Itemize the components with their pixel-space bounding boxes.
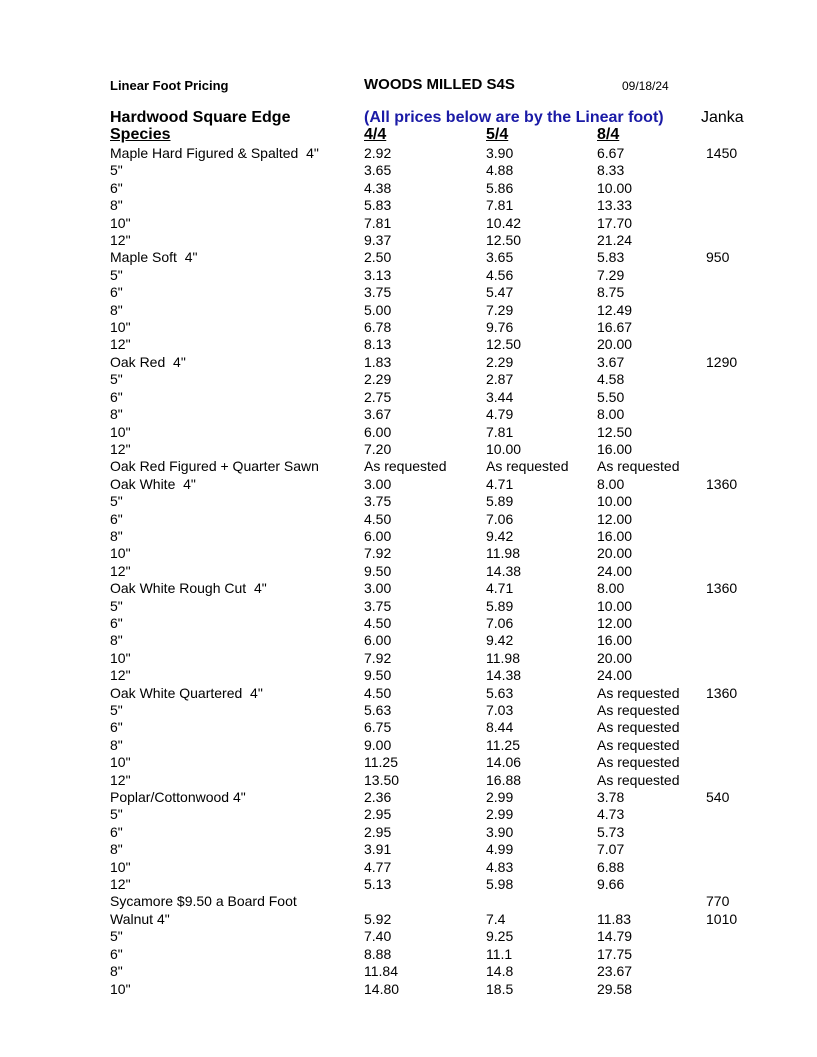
price-5-4-cell: 7.81 bbox=[486, 423, 514, 440]
species-cell: 12" bbox=[110, 562, 131, 579]
price-8-4-cell: 6.88 bbox=[597, 858, 625, 875]
price-4-4-cell: 3.91 bbox=[364, 841, 392, 858]
janka-cell: 770 bbox=[706, 893, 730, 910]
species-cell: 12" bbox=[110, 232, 131, 249]
price-5-4-cell: 9.42 bbox=[486, 632, 514, 649]
table-row bbox=[0, 563, 817, 580]
table-row bbox=[0, 598, 817, 615]
table-row bbox=[0, 336, 817, 353]
price-4-4-cell: 3.00 bbox=[364, 580, 392, 597]
price-4-4-cell: 6.78 bbox=[364, 319, 392, 336]
price-5-4-cell: 10.42 bbox=[486, 214, 522, 231]
species-cell: 12" bbox=[110, 336, 131, 353]
table-row bbox=[0, 406, 817, 423]
table-row bbox=[0, 893, 817, 910]
price-8-4-cell: 17.75 bbox=[597, 945, 633, 962]
species-cell: 6" bbox=[110, 510, 123, 527]
species-cell: 5" bbox=[110, 928, 123, 945]
species-cell: 12" bbox=[110, 440, 131, 457]
price-8-4-cell: 10.00 bbox=[597, 597, 633, 614]
table-row bbox=[0, 650, 817, 667]
price-4-4-cell: 2.75 bbox=[364, 388, 392, 405]
column-header-5-4: 5/4 bbox=[486, 126, 509, 143]
janka-cell: 1360 bbox=[706, 684, 738, 701]
price-5-4-cell: 2.29 bbox=[486, 353, 514, 370]
table-row bbox=[0, 824, 817, 841]
price-5-4-cell: 3.90 bbox=[486, 145, 514, 161]
price-8-4-cell: 11.83 bbox=[597, 910, 631, 927]
price-8-4-cell: 16.67 bbox=[597, 319, 633, 336]
price-5-4-cell: 10.00 bbox=[486, 440, 522, 457]
price-4-4-cell: 3.67 bbox=[364, 406, 392, 423]
species-cell: 10" bbox=[110, 754, 131, 771]
price-8-4-cell: 12.00 bbox=[597, 614, 633, 631]
table-row bbox=[0, 911, 817, 928]
species-cell: 6" bbox=[110, 945, 123, 962]
species-cell: 8" bbox=[110, 841, 123, 858]
price-5-4-cell: 12.50 bbox=[486, 336, 522, 353]
price-8-4-cell: 5.83 bbox=[597, 249, 625, 266]
price-4-4-cell: 4.50 bbox=[364, 614, 392, 631]
price-8-4-cell: 10.00 bbox=[597, 179, 633, 196]
species-cell: Maple Soft 4" bbox=[110, 249, 198, 266]
price-4-4-cell: 2.50 bbox=[364, 249, 392, 266]
price-5-4-cell: 4.56 bbox=[486, 266, 514, 283]
price-8-4-cell: 3.67 bbox=[597, 353, 625, 370]
price-4-4-cell: 7.40 bbox=[364, 928, 392, 945]
price-5-4-cell: 7.4 bbox=[486, 910, 506, 927]
price-5-4-cell: 4.83 bbox=[486, 858, 514, 875]
price-8-4-cell: 4.73 bbox=[597, 806, 625, 823]
price-8-4-cell: 7.07 bbox=[597, 841, 625, 858]
price-4-4-cell: 4.77 bbox=[364, 858, 392, 875]
price-8-4-cell: 23.67 bbox=[597, 963, 633, 980]
price-8-4-cell: 10.00 bbox=[597, 493, 633, 510]
price-8-4-cell: 9.66 bbox=[597, 876, 625, 893]
price-5-4-cell: 14.38 bbox=[486, 562, 522, 579]
price-4-4-cell: As requested bbox=[364, 458, 447, 475]
price-5-4-cell: 12.50 bbox=[486, 232, 522, 249]
price-4-4-cell: 2.36 bbox=[364, 789, 392, 806]
price-8-4-cell: As requested bbox=[597, 702, 680, 718]
table-row bbox=[0, 476, 817, 493]
species-cell: Sycamore $9.50 a Board Foot bbox=[110, 893, 297, 910]
price-8-4-cell: 16.00 bbox=[597, 440, 633, 457]
janka-cell: 950 bbox=[706, 249, 730, 266]
species-cell: 8" bbox=[110, 632, 123, 649]
price-4-4-cell: 13.50 bbox=[364, 771, 400, 788]
price-5-4-cell: 2.87 bbox=[486, 371, 514, 388]
species-cell: 6" bbox=[110, 823, 123, 840]
species-cell: 10" bbox=[110, 980, 131, 997]
price-4-4-cell: 7.20 bbox=[364, 440, 392, 457]
price-8-4-cell: 8.75 bbox=[597, 284, 625, 301]
table-row bbox=[0, 876, 817, 893]
price-8-4-cell: 7.29 bbox=[597, 266, 625, 283]
species-cell: 12" bbox=[110, 771, 131, 788]
price-5-4-cell: 9.42 bbox=[486, 527, 514, 544]
price-4-4-cell: 7.92 bbox=[364, 545, 392, 562]
price-8-4-cell: 16.00 bbox=[597, 527, 633, 544]
janka-cell: 1360 bbox=[706, 475, 738, 492]
table-row bbox=[0, 162, 817, 179]
price-5-4-cell: 8.44 bbox=[486, 719, 514, 736]
price-5-4-cell: 18.5 bbox=[486, 980, 514, 997]
janka-cell: 1450 bbox=[706, 145, 738, 161]
table-row bbox=[0, 249, 817, 266]
species-cell: 5" bbox=[110, 702, 123, 718]
price-4-4-cell: 5.83 bbox=[364, 197, 392, 214]
table-row bbox=[0, 963, 817, 980]
table-row bbox=[0, 789, 817, 806]
price-8-4-cell: 6.67 bbox=[597, 145, 625, 161]
price-5-4-cell: 5.63 bbox=[486, 684, 514, 701]
species-cell: 6" bbox=[110, 179, 123, 196]
page-title: WOODS MILLED S4S bbox=[364, 76, 515, 93]
table-row bbox=[0, 772, 817, 789]
table-row bbox=[0, 528, 817, 545]
price-4-4-cell: 6.00 bbox=[364, 527, 392, 544]
price-8-4-cell: 20.00 bbox=[597, 336, 633, 353]
table-row bbox=[0, 424, 817, 441]
price-5-4-cell: 3.65 bbox=[486, 249, 514, 266]
table-row bbox=[0, 441, 817, 458]
price-5-4-cell: 5.86 bbox=[486, 179, 514, 196]
table-row bbox=[0, 632, 817, 649]
price-4-4-cell: 7.81 bbox=[364, 214, 392, 231]
price-4-4-cell: 1.83 bbox=[364, 353, 392, 370]
species-cell: 10" bbox=[110, 214, 131, 231]
species-cell: 6" bbox=[110, 614, 123, 631]
price-8-4-cell: 24.00 bbox=[597, 562, 633, 579]
price-8-4-cell: 17.70 bbox=[597, 214, 633, 231]
price-4-4-cell: 9.50 bbox=[364, 667, 392, 684]
price-5-4-cell: 4.99 bbox=[486, 841, 514, 858]
table-row bbox=[0, 719, 817, 736]
table-row bbox=[0, 841, 817, 858]
species-cell: 5" bbox=[110, 806, 123, 823]
species-cell: Oak Red 4" bbox=[110, 353, 186, 370]
price-8-4-cell: 4.58 bbox=[597, 371, 625, 388]
species-cell: 10" bbox=[110, 545, 131, 562]
species-cell: Oak White Quartered 4" bbox=[110, 684, 263, 701]
species-cell: 8" bbox=[110, 963, 123, 980]
table-row bbox=[0, 737, 817, 754]
price-5-4-cell: 4.79 bbox=[486, 406, 514, 423]
table-row bbox=[0, 685, 817, 702]
price-8-4-cell: 12.50 bbox=[597, 423, 633, 440]
price-4-4-cell: 14.80 bbox=[364, 980, 400, 997]
price-8-4-cell: 13.33 bbox=[597, 197, 633, 214]
species-cell: 8" bbox=[110, 736, 123, 753]
table-row bbox=[0, 319, 817, 336]
price-4-4-cell: 4.50 bbox=[364, 510, 392, 527]
price-8-4-cell: 20.00 bbox=[597, 649, 633, 666]
price-8-4-cell: As requested bbox=[597, 684, 680, 701]
price-4-4-cell: 5.00 bbox=[364, 301, 392, 318]
species-cell: Oak White Rough Cut 4" bbox=[110, 580, 267, 597]
price-4-4-cell: 6.00 bbox=[364, 632, 392, 649]
species-cell: 5" bbox=[110, 371, 123, 388]
table-row bbox=[0, 754, 817, 771]
price-8-4-cell: 5.50 bbox=[597, 388, 625, 405]
price-5-4-cell: 11.98 bbox=[486, 545, 520, 562]
species-header: Species bbox=[110, 126, 171, 143]
price-8-4-cell: 8.00 bbox=[597, 406, 625, 423]
price-8-4-cell: 20.00 bbox=[597, 545, 633, 562]
table-row bbox=[0, 284, 817, 301]
price-4-4-cell: 5.92 bbox=[364, 910, 392, 927]
species-cell: Poplar/Cottonwood 4" bbox=[110, 789, 246, 806]
price-5-4-cell: 7.06 bbox=[486, 510, 514, 527]
species-cell: 10" bbox=[110, 858, 131, 875]
table-row bbox=[0, 267, 817, 284]
price-4-4-cell: 2.29 bbox=[364, 371, 392, 388]
price-5-4-cell: 7.03 bbox=[486, 702, 514, 718]
species-cell: 8" bbox=[110, 301, 123, 318]
species-cell: 8" bbox=[110, 406, 123, 423]
price-5-4-cell: 11.98 bbox=[486, 649, 520, 666]
species-cell: Maple Hard Figured & Spalted 4" bbox=[110, 145, 319, 161]
price-5-4-cell: 14.38 bbox=[486, 667, 522, 684]
janka-cell: 1010 bbox=[706, 910, 738, 927]
species-cell: Oak White 4" bbox=[110, 475, 196, 492]
table-row bbox=[0, 232, 817, 249]
table-row bbox=[0, 458, 817, 475]
price-5-4-cell: 4.88 bbox=[486, 162, 514, 179]
price-8-4-cell: 16.00 bbox=[597, 632, 633, 649]
price-8-4-cell: As requested bbox=[597, 736, 680, 753]
date-label: 09/18/24 bbox=[622, 79, 669, 93]
price-8-4-cell: As requested bbox=[597, 719, 680, 736]
price-4-4-cell: 3.75 bbox=[364, 597, 392, 614]
price-4-4-cell: 9.00 bbox=[364, 736, 392, 753]
price-8-4-cell: 14.79 bbox=[597, 928, 633, 945]
species-cell: 10" bbox=[110, 319, 131, 336]
price-5-4-cell: 7.29 bbox=[486, 301, 514, 318]
price-5-4-cell: 2.99 bbox=[486, 806, 514, 823]
table-row bbox=[0, 545, 817, 562]
table-row bbox=[0, 928, 817, 945]
species-cell: 6" bbox=[110, 719, 123, 736]
janka-header: Janka bbox=[701, 109, 744, 126]
price-5-4-cell: 9.76 bbox=[486, 319, 514, 336]
price-5-4-cell: 5.89 bbox=[486, 493, 514, 510]
price-8-4-cell: 8.33 bbox=[597, 162, 625, 179]
price-4-4-cell: 2.95 bbox=[364, 806, 392, 823]
price-8-4-cell: 3.78 bbox=[597, 789, 625, 806]
page-label: Linear Foot Pricing bbox=[110, 78, 229, 93]
species-cell: 10" bbox=[110, 649, 131, 666]
table-row bbox=[0, 389, 817, 406]
table-row bbox=[0, 667, 817, 684]
price-5-4-cell: 2.99 bbox=[486, 789, 514, 806]
price-4-4-cell: 3.75 bbox=[364, 493, 392, 510]
price-8-4-cell: 21.24 bbox=[597, 232, 633, 249]
price-8-4-cell: 5.73 bbox=[597, 823, 625, 840]
price-8-4-cell: 8.00 bbox=[597, 580, 625, 597]
price-4-4-cell: 9.37 bbox=[364, 232, 392, 249]
price-4-4-cell: 3.00 bbox=[364, 475, 392, 492]
table-row bbox=[0, 180, 817, 197]
price-5-4-cell: 3.44 bbox=[486, 388, 514, 405]
price-5-4-cell: 3.90 bbox=[486, 823, 514, 840]
price-5-4-cell: 7.81 bbox=[486, 197, 514, 214]
price-8-4-cell: As requested bbox=[597, 458, 680, 475]
price-8-4-cell: 29.58 bbox=[597, 980, 633, 997]
price-5-4-cell: 14.8 bbox=[486, 963, 514, 980]
table-row bbox=[0, 354, 817, 371]
category-heading: Hardwood Square Edge bbox=[110, 109, 291, 126]
price-4-4-cell: 5.13 bbox=[364, 876, 392, 893]
species-cell: 8" bbox=[110, 527, 123, 544]
table-row bbox=[0, 145, 817, 162]
column-header-8-4: 8/4 bbox=[597, 126, 620, 143]
price-5-4-cell: 16.88 bbox=[486, 771, 522, 788]
price-8-4-cell: 8.00 bbox=[597, 475, 625, 492]
price-4-4-cell: 9.50 bbox=[364, 562, 392, 579]
table-row bbox=[0, 197, 817, 214]
janka-cell: 1290 bbox=[706, 353, 738, 370]
price-4-4-cell: 5.63 bbox=[364, 702, 392, 718]
species-cell: 5" bbox=[110, 162, 123, 179]
species-cell: 10" bbox=[110, 423, 131, 440]
price-5-4-cell: 11.25 bbox=[486, 736, 520, 753]
table-row bbox=[0, 806, 817, 823]
price-5-4-cell: 7.06 bbox=[486, 614, 514, 631]
price-8-4-cell: As requested bbox=[597, 754, 680, 771]
janka-cell: 540 bbox=[706, 789, 730, 806]
price-8-4-cell: As requested bbox=[597, 771, 680, 788]
price-4-4-cell: 11.84 bbox=[364, 963, 398, 980]
table-row bbox=[0, 702, 817, 719]
column-header-4-4: 4/4 bbox=[364, 126, 387, 143]
price-8-4-cell: 24.00 bbox=[597, 667, 633, 684]
price-5-4-cell: 4.71 bbox=[486, 475, 514, 492]
price-4-4-cell: 11.25 bbox=[364, 754, 398, 771]
species-cell: 12" bbox=[110, 876, 131, 893]
price-5-4-cell: 9.25 bbox=[486, 928, 514, 945]
price-4-4-cell: 8.13 bbox=[364, 336, 392, 353]
price-5-4-cell: 5.89 bbox=[486, 597, 514, 614]
price-8-4-cell: 12.49 bbox=[597, 301, 633, 318]
price-4-4-cell: 4.38 bbox=[364, 179, 392, 196]
species-cell: 6" bbox=[110, 284, 123, 301]
price-4-4-cell: 6.00 bbox=[364, 423, 392, 440]
price-4-4-cell: 3.75 bbox=[364, 284, 392, 301]
species-cell: Oak Red Figured + Quarter Sawn bbox=[110, 458, 319, 475]
price-4-4-cell: 4.50 bbox=[364, 684, 392, 701]
price-5-4-cell: 11.1 bbox=[486, 945, 513, 962]
price-4-4-cell: 8.88 bbox=[364, 945, 392, 962]
table-row bbox=[0, 859, 817, 876]
price-5-4-cell: 4.71 bbox=[486, 580, 514, 597]
table-row bbox=[0, 215, 817, 232]
table-row bbox=[0, 302, 817, 319]
price-8-4-cell: 12.00 bbox=[597, 510, 633, 527]
table-row bbox=[0, 371, 817, 388]
price-table bbox=[0, 145, 817, 998]
species-cell: 5" bbox=[110, 493, 123, 510]
table-row bbox=[0, 946, 817, 963]
price-4-4-cell: 3.65 bbox=[364, 162, 392, 179]
price-4-4-cell: 2.92 bbox=[364, 145, 392, 161]
price-5-4-cell: 5.98 bbox=[486, 876, 514, 893]
price-4-4-cell: 7.92 bbox=[364, 649, 392, 666]
janka-cell: 1360 bbox=[706, 580, 738, 597]
price-4-4-cell: 6.75 bbox=[364, 719, 392, 736]
table-row bbox=[0, 580, 817, 597]
species-cell: 5" bbox=[110, 266, 123, 283]
species-cell: 5" bbox=[110, 597, 123, 614]
table-row bbox=[0, 981, 817, 998]
species-cell: 12" bbox=[110, 667, 131, 684]
price-5-4-cell: 14.06 bbox=[486, 754, 522, 771]
species-cell: 8" bbox=[110, 197, 123, 214]
price-5-4-cell: 5.47 bbox=[486, 284, 514, 301]
table-row bbox=[0, 493, 817, 510]
table-row bbox=[0, 615, 817, 632]
price-5-4-cell: As requested bbox=[486, 458, 569, 475]
price-4-4-cell: 2.95 bbox=[364, 823, 392, 840]
species-cell: 6" bbox=[110, 388, 123, 405]
price-4-4-cell: 3.13 bbox=[364, 266, 392, 283]
table-row bbox=[0, 511, 817, 528]
pricing-note: (All prices below are by the Linear foot) bbox=[364, 109, 664, 126]
species-cell: Walnut 4" bbox=[110, 910, 170, 927]
